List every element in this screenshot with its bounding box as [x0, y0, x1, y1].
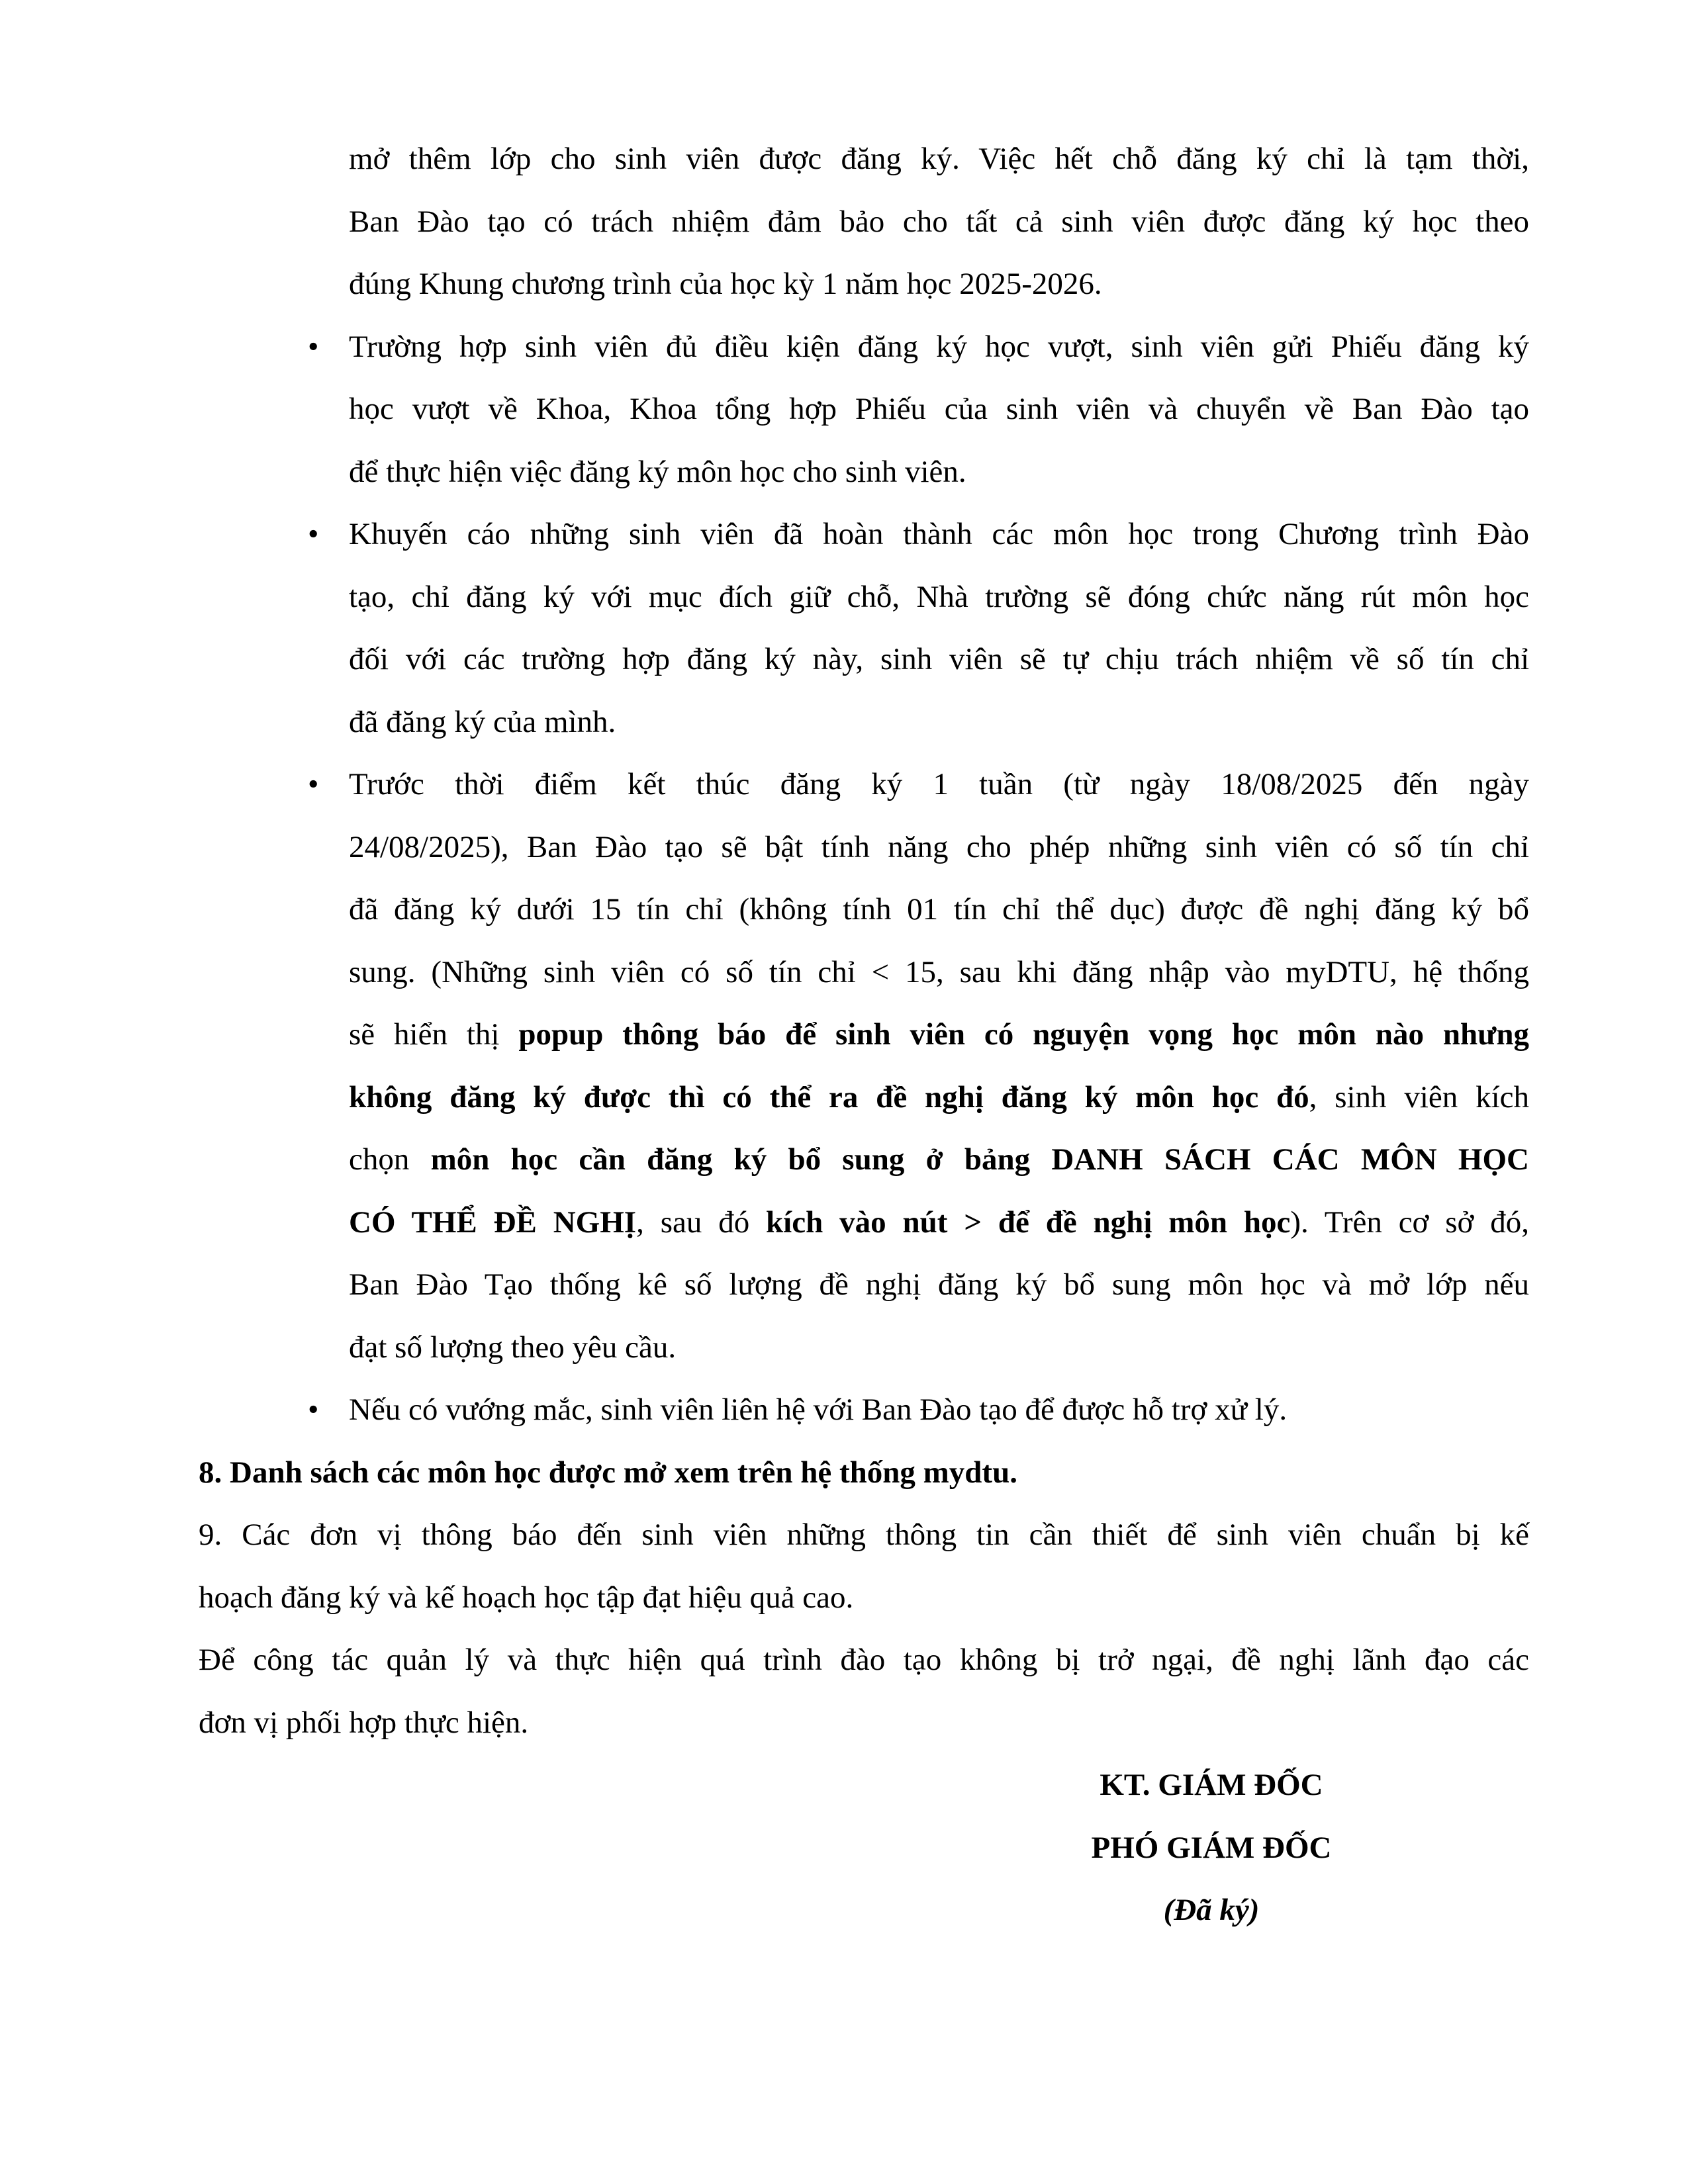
- emphasized-text-run: KT. GIÁM ĐỐC: [1100, 1768, 1323, 1802]
- text-line: [199, 753, 1529, 816]
- text-run: Ban Đào Tạo thống kê số lượng đề nghị đăng ký bổ sung môn học và mở lớp nếu: [349, 1267, 1529, 1302]
- text-run: 9. Các đơn vị thông báo đến sinh viên những thông tin cần thiết để sinh viên chuẩn bị kế: [199, 1518, 1529, 1552]
- text-line: [199, 1567, 1529, 1629]
- text-run: để thực hiện việc đăng ký môn học cho sinh viên.: [349, 454, 966, 489]
- text-run: Ban Đào tạo có trách nhiệm đảm bảo cho tất cả sinh viên được đăng ký học theo: [349, 204, 1529, 239]
- text-run: đã đăng ký dưới 15 tín chỉ (không tính 01 tín chỉ thể dục) được đề nghị đăng ký bổ: [349, 892, 1529, 927]
- text-run: đã đăng ký của mình.: [349, 704, 616, 739]
- text-line: [199, 1128, 1529, 1191]
- bullet-icon: •: [308, 1392, 319, 1427]
- emphasized-text-run: môn học cần đăng ký bổ sung ở bảng DANH SÁCH CÁC MÔN HỌC: [430, 1142, 1529, 1177]
- text-line: [199, 316, 1529, 379]
- emphasized-text-run: popup thông báo để sinh viên có nguyện vọng học môn nào nhưng: [518, 1017, 1530, 1052]
- text-run: ). Trên cơ sở đó,: [1290, 1205, 1529, 1240]
- paragraph-block: [199, 1629, 1529, 1754]
- bullet-item: [199, 503, 1529, 753]
- text-run: đối với các trường hợp đăng ký này, sinh viên sẽ tự chịu trách nhiệm về số tín chỉ: [349, 642, 1529, 676]
- text-line: [199, 441, 1529, 504]
- text-line: [199, 1066, 1529, 1129]
- text-line: [199, 566, 1529, 629]
- text-line: [199, 1191, 1529, 1254]
- text-run: Để công tác quản lý và thực hiện quá trình đào tạo không bị trở ngại, đề nghị lãnh đạo các: [199, 1643, 1529, 1677]
- text-run: hoạch đăng ký và kế hoạch học tập đạt hiệu quả cao.: [199, 1580, 854, 1615]
- text-line: [199, 1379, 1529, 1441]
- text-line: [199, 1253, 1529, 1316]
- text-line: [199, 1316, 1529, 1379]
- document-body: [199, 128, 1529, 1942]
- text-run: , sau đó: [636, 1205, 767, 1240]
- text-line: [199, 878, 1529, 941]
- text-run: Trước thời điểm kết thúc đăng ký 1 tuần (từ ngày 18/08/2025 đến ngày: [349, 767, 1529, 801]
- emphasized-text-run: (Đã ký): [1163, 1893, 1260, 1927]
- bullet-icon: •: [308, 517, 319, 551]
- text-run: Trường hợp sinh viên đủ điều kiện đăng ký học vượt, sinh viên gửi Phiếu đăng ký: [349, 329, 1529, 364]
- text-run: Khuyến cáo những sinh viên đã hoàn thành các môn học trong Chương trình Đào: [349, 517, 1529, 551]
- emphasized-text-run: không đăng ký được thì có thể ra đề nghị đăng ký môn học đó: [349, 1079, 1309, 1115]
- text-run: 24/08/2025), Ban Đào tạo sẽ bật tính năng cho phép những sinh viên có số tín chỉ: [349, 829, 1529, 864]
- bullet-item: [199, 1379, 1529, 1441]
- paragraph-block: [199, 1504, 1529, 1629]
- emphasized-text-run: 8. Danh sách các môn học được mở xem trên hệ thống mydtu.: [199, 1455, 1017, 1490]
- text-line: [980, 1817, 1443, 1880]
- text-line: [199, 816, 1529, 879]
- text-line: [199, 691, 1529, 754]
- text-line: [980, 1879, 1443, 1942]
- text-line: [199, 378, 1529, 441]
- text-run: đúng Khung chương trình của học kỳ 1 năm học 2025-2026.: [349, 267, 1102, 301]
- continuation-block: [199, 128, 1529, 316]
- bullet-item: [199, 753, 1529, 1379]
- heading-block: [199, 1441, 1529, 1504]
- text-line: [199, 628, 1529, 691]
- emphasized-text-run: kích vào nút > để đề nghị môn học: [766, 1205, 1291, 1240]
- text-line: [980, 1754, 1443, 1817]
- text-run: chọn: [349, 1142, 431, 1177]
- emphasized-text-run: PHÓ GIÁM ĐỐC: [1091, 1830, 1332, 1865]
- bullet-item: [199, 316, 1529, 504]
- signature-block: [980, 1754, 1443, 1942]
- text-line: [199, 941, 1529, 1004]
- text-line: [199, 1441, 1529, 1504]
- text-line: [199, 1504, 1529, 1567]
- text-run: học vượt về Khoa, Khoa tổng hợp Phiếu của sinh viên và chuyển về Ban Đào tạo: [349, 392, 1529, 426]
- text-run: sẽ hiển thị: [349, 1017, 519, 1052]
- text-run: , sinh viên kích: [1309, 1079, 1529, 1115]
- text-line: [199, 1629, 1529, 1692]
- text-line: [199, 191, 1529, 253]
- text-line: [199, 1003, 1529, 1066]
- emphasized-text-run: CÓ THỂ ĐỀ NGHỊ: [349, 1205, 637, 1240]
- text-run: sung. (Những sinh viên có số tín chỉ < 15, sau khi đăng nhập vào myDTU, hệ thống: [349, 954, 1529, 989]
- text-line: [199, 128, 1529, 191]
- text-run: đơn vị phối hợp thực hiện.: [199, 1705, 529, 1740]
- text-run: mở thêm lớp cho sinh viên được đăng ký. Việc hết chỗ đăng ký chỉ là tạm thời,: [349, 142, 1529, 176]
- text-run: Nếu có vướng mắc, sinh viên liên hệ với Ban Đào tạo để được hỗ trợ xử lý.: [349, 1392, 1288, 1427]
- text-line: [199, 253, 1529, 316]
- text-line: [199, 503, 1529, 566]
- bullet-icon: •: [308, 767, 319, 801]
- bullet-icon: •: [308, 329, 319, 364]
- text-run: đạt số lượng theo yêu cầu.: [349, 1330, 677, 1365]
- text-line: [199, 1692, 1529, 1754]
- text-run: tạo, chỉ đăng ký với mục đích giữ chỗ, Nhà trường sẽ đóng chức năng rút môn học: [349, 579, 1529, 614]
